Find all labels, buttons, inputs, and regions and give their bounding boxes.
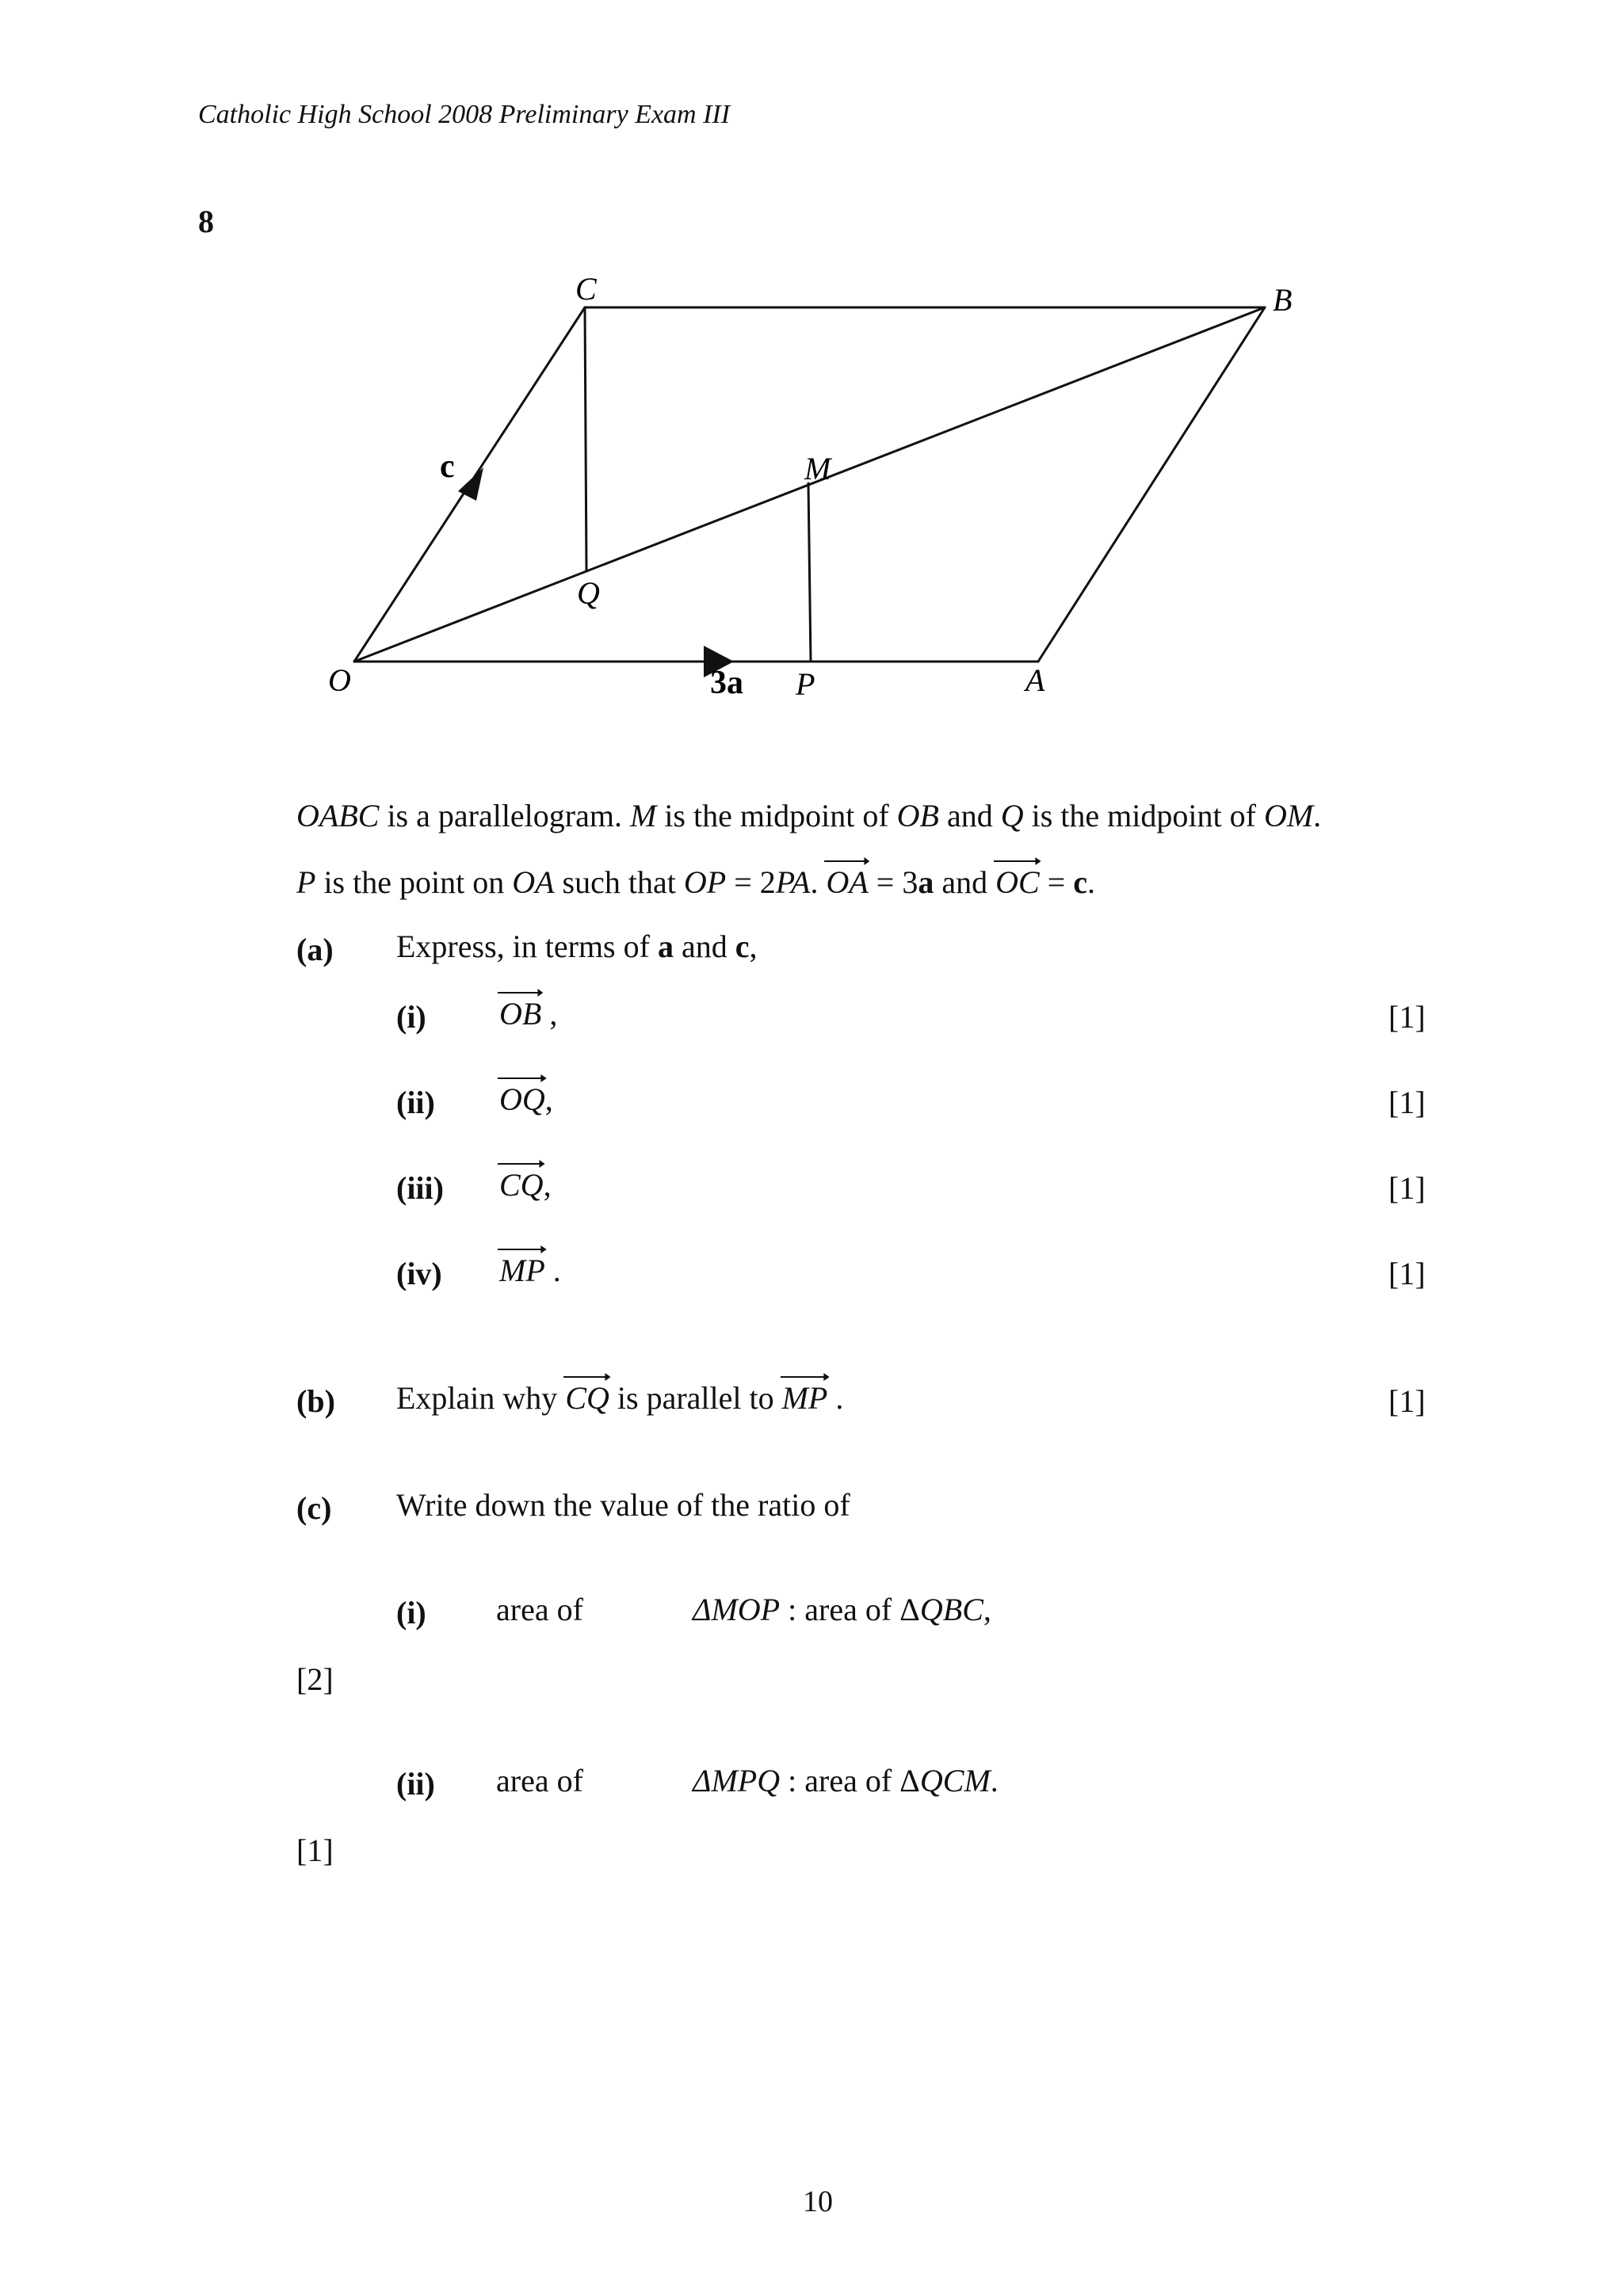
- marks-a-i: [1]: [1388, 999, 1426, 1035]
- intro-line-1: OABC is a parallelogram. M is the midpoint of OB and Q is the midpoint of OM.: [296, 798, 1322, 833]
- vector-arrow-icon: [498, 1158, 545, 1169]
- marks-c-ii: [1]: [296, 1833, 334, 1868]
- question-number: 8: [198, 204, 214, 239]
- vector-mp: MP: [499, 1255, 545, 1287]
- part-a-i-expr: OB ,: [499, 998, 557, 1030]
- vector-cq: CQ: [499, 1169, 544, 1201]
- exam-title: Catholic High School 2008 Preliminary Exam III: [198, 100, 731, 129]
- part-a-iv-expr: MP .: [499, 1255, 561, 1287]
- part-a-i-label: (i): [396, 999, 426, 1035]
- vector-arrow-icon: [498, 987, 543, 998]
- part-c-i-prefix: area of: [496, 1592, 583, 1627]
- label-B: B: [1273, 282, 1293, 318]
- vector-arrow-icon: [994, 856, 1041, 867]
- vector-arrow-icon: [781, 1371, 830, 1383]
- segment-cq: [585, 307, 586, 570]
- part-c-label: (c): [296, 1490, 332, 1526]
- part-b-text: Explain why CQ is parallel to MP .: [396, 1383, 843, 1414]
- marks-c-i: [2]: [296, 1661, 334, 1697]
- vector-cq: CQ: [565, 1383, 609, 1414]
- part-c-ii-ratio: ΔMPQ : area of ΔQCM.: [693, 1763, 999, 1798]
- vector-mp: MP: [782, 1383, 828, 1414]
- part-a-ii-label: (ii): [396, 1085, 435, 1120]
- vector-arrow-icon: [824, 856, 869, 867]
- page-number: 10: [803, 2185, 833, 2218]
- segment-mp: [808, 483, 811, 662]
- vector-arrow-icon: [498, 1073, 547, 1084]
- vector-oq: OQ: [499, 1084, 545, 1116]
- marks-a-ii: [1]: [1388, 1085, 1426, 1120]
- part-a-prompt: Express, in terms of a and c,: [396, 929, 758, 964]
- parallelogram-diagram: [0, 0, 1623, 729]
- vector-arrow-icon: [563, 1371, 611, 1383]
- part-a-iii-expr: CQ,: [499, 1169, 552, 1201]
- part-a-iv-label: (iv): [396, 1256, 442, 1291]
- label-A: A: [1025, 662, 1045, 698]
- label-vector-c: c: [440, 448, 455, 485]
- vector-ob: OB: [499, 998, 541, 1030]
- label-Q: Q: [577, 575, 600, 611]
- vector-oa: OA: [826, 867, 868, 898]
- label-P: P: [796, 666, 815, 702]
- label-O: O: [328, 662, 351, 698]
- part-c-prompt: Write down the value of the ratio of: [396, 1487, 850, 1523]
- label-C: C: [575, 271, 597, 307]
- part-b-label: (b): [296, 1383, 335, 1419]
- part-a-ii-expr: OQ,: [499, 1084, 553, 1116]
- marks-a-iv: [1]: [1388, 1256, 1426, 1291]
- part-a-label: (a): [296, 932, 334, 967]
- part-c-i-label: (i): [396, 1595, 426, 1630]
- vector-oc: OC: [995, 867, 1040, 898]
- vector-arrow-icon: [498, 1244, 547, 1255]
- part-a-iii-label: (iii): [396, 1170, 444, 1206]
- intro-line-2: P is the point on OA such that OP = 2PA. OA = 3a and OC = c.: [296, 867, 1095, 898]
- marks-b: [1]: [1388, 1383, 1426, 1419]
- label-vector-3a: 3a: [710, 665, 743, 701]
- side-ab: [1038, 307, 1265, 662]
- label-M: M: [804, 451, 831, 486]
- part-c-ii-prefix: area of: [496, 1763, 583, 1798]
- marks-a-iii: [1]: [1388, 1170, 1426, 1206]
- part-c-ii-label: (ii): [396, 1766, 435, 1802]
- part-c-i-ratio: ΔMOP : area of ΔQBC,: [693, 1592, 991, 1627]
